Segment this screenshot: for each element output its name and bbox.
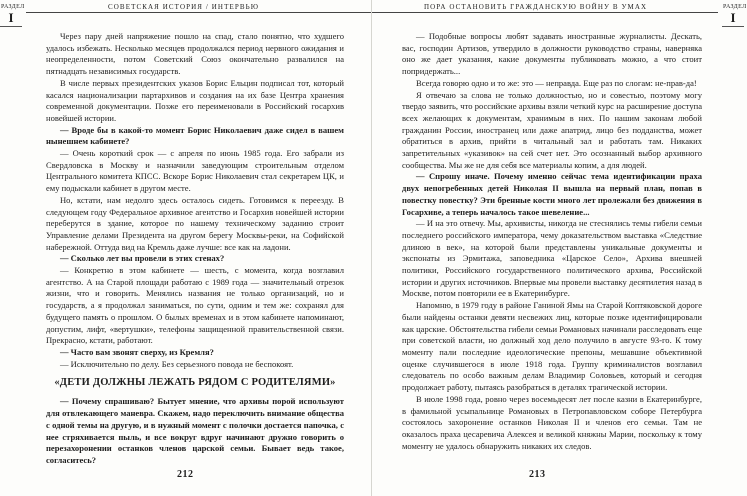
body-paragraph: Всегда говорю одно и то же: это — неправда. Еще раз по слогам: не-прав-да! [416, 77, 697, 88]
left-header-rule [26, 12, 372, 13]
left-rail-label: РАЗДЕЛ [1, 4, 25, 10]
right-rail-number: I [730, 10, 736, 25]
body-paragraph: В числе первых президентских указов Борис Ельцин подписал тот, который касался национализации партархивов и создания на их базе Центра хранения современной документации. Позже его переименовали в Российский госархив новейшей истории. [46, 77, 344, 123]
left-running-head: СОВЕТСКАЯ ИСТОРИЯ / ИНТЕРВЬЮ [108, 3, 260, 11]
left-section-rail [0, 0, 25, 27]
right-rail-label: РАЗДЕЛ [723, 4, 747, 10]
body-paragraph: Но, кстати, нам недолго здесь осталось сидеть. Готовимся к переезду. В следующем году Федеральное архивное агентство и Госархив новейшей истории переберутся в здание, которое по нашему техническому заданию строит Управление делами Президента на другом берегу Москвы-реки, на Софийской набережной. Оттуда вид на Кремль даже лучше: все как на ладони. [46, 194, 344, 252]
body-paragraph: Через пару дней напряжение пошло на спад, стало понятно, что худшего удалось избежать. Несколько месяцев продолжался период нервного ожидания и неопределенности, потом Советский Союз окончательно развалился на пятнадцать независимых государств. [46, 31, 344, 77]
right-page [372, 0, 747, 496]
body-paragraph: — Очень короткий срок — с апреля по июнь 1985 года. Его забрали из Свердловска в Москву и назначили заведующим строительным отделом Центрального комитета КПСС. Вскоре Борис Николаевич стал секретарем ЦК, и ему подыскали кабинет в другом месте. [46, 148, 344, 194]
right-body-text [402, 31, 702, 452]
right-header-rule [372, 12, 718, 13]
right-section-rail [722, 0, 747, 27]
left-rail-number: I [8, 10, 14, 25]
left-page-number: 212 [177, 469, 194, 480]
interview-question: — Спрошу иначе. Почему именно сейчас тема идентификации праха двух непогребенных детей Николая II вышла на первый план, попав в повестку повестку? Эти бренные кости много лет пролежали без движения в Госархиве, а теперь началось такое шевеление... [402, 171, 702, 217]
interview-question: — Сколько лет вы провели в этих стенах? [60, 253, 225, 264]
body-paragraph: — Подобные вопросы любят задавать иностранные журналисты. Дескать, вас, господин Артизов, утвердило в должности руководство страны, наверняка оно же дает указания, какие документы публиковать можно, а что стоит попридержать... [402, 31, 702, 77]
interview-question: — Часто вам звонят сверху, из Кремля? [60, 346, 214, 357]
right-running-head: ПОРА ОСТАНОВИТЬ ГРАЖДАНСКУЮ ВОЙНУ В УМАХ [424, 3, 648, 11]
body-paragraph: Напомню, в 1979 году в районе Ганиной Ямы на Старой Коптяковской дороге были найдены останки девяти несвежих лиц, которые позже идентифицировали как царские. Обстоятельства гибели семьи Романовых начинали расследовать еще при советской власти, но должный ход дело получило в августе 93-го. К тому моменту пали последние идеологические препоны, мешавшие объективной оценке случившегося в июле 1918 года. Группу криминалистов возглавил следователь по особо важным делам Владимир Соловьев, который и сегодня продолжает работу, пытаясь разобраться в деталях трагической истории. [402, 300, 702, 393]
body-paragraph: — Конкретно в этом кабинете — шесть, с момента, когда возглавил агентство. А на Старой площади работаю с 1989 года — значительный отрезок жизни, что и говорить. Менялись названия не только организаций, но и государств, а я продолжал заниматься, по сути, одним и тем же: сохранял для будущего память о прошлом. О былых временах и в этом кабинете напоминают, допустим, лифт, «вертушки», телефоны защищенной правительственной связи. Прекрасно, кстати, работают. [46, 265, 344, 346]
body-paragraph: — Исключительно по делу. Без серьезного повода не беспокоят. [60, 358, 294, 369]
left-body-text [46, 31, 344, 467]
body-paragraph: Я отвечаю за слова не только должностью, но и совестью, поэтому могу твердо заявить, что российские архивы взяли четкий курс на расширение доступа всех желающих к документам, хранимым в них. По нашим законам любой гражданин России, иностранец или даже апатрид, лицо без подданства, может обратиться в архив, прийти в читальный зал и работать там. Никаких запретительных «указивок» на сей счет нет. Это осознанный выбор архивного сообщества. Мы же не для себя все материалы копим, а для людей. [402, 89, 702, 170]
right-page-number: 213 [529, 469, 546, 480]
section-heading: «ДЕТИ ДОЛЖНЫ ЛЕЖАТЬ РЯДОМ С РОДИТЕЛЯМИ» [54, 377, 336, 389]
interview-question: — Вроде бы в какой-то момент Борис Николаевич даже сидел в вашем нынешнем кабинете? [46, 124, 344, 147]
body-paragraph: — И на это отвечу. Мы, архивисты, никогда не стеснялись темы гибели семьи последнего российского императора, чему доказательством выставка «Следствие длиною в век», на которой были представлены уникальные документы и экспонаты из Эрмитажа, заповедника «Царское Село», Архива внешней политики, Российского государственного политического архива, Российской истории и других источников. Впервые мы провели выставку десятилетия назад в Москве, потом повторили ее в Екатеринбурге. [402, 218, 702, 299]
body-paragraph: В июле 1998 года, ровно через восемьдесят лет после казни в Екатеринбурге, в фамильной усыпальнице Романовых в Петропавловском соборе Петербурга состоялось захоронение останков Николая II и членов его семьи. Там не оказалось праха цесаревича Алексея и великой княжны Марии, поскольку к тому моменту не удалось обнаружить никаких их следов. [402, 393, 702, 451]
left-page [0, 0, 372, 496]
interview-question: — Почему спрашиваю? Бытует мнение, что архивы порой используют для отвлекающего маневра. Скажем, надо переключить внимание общества с одной темы на другую, и в нужный момент с полочки достается папочка, с нее стряхивается пыль, и все вокруг вдруг начинают дружно говорить о перезахоронении останков членов царской семьи. Бывает ведь такое, согласитесь? [46, 396, 344, 465]
